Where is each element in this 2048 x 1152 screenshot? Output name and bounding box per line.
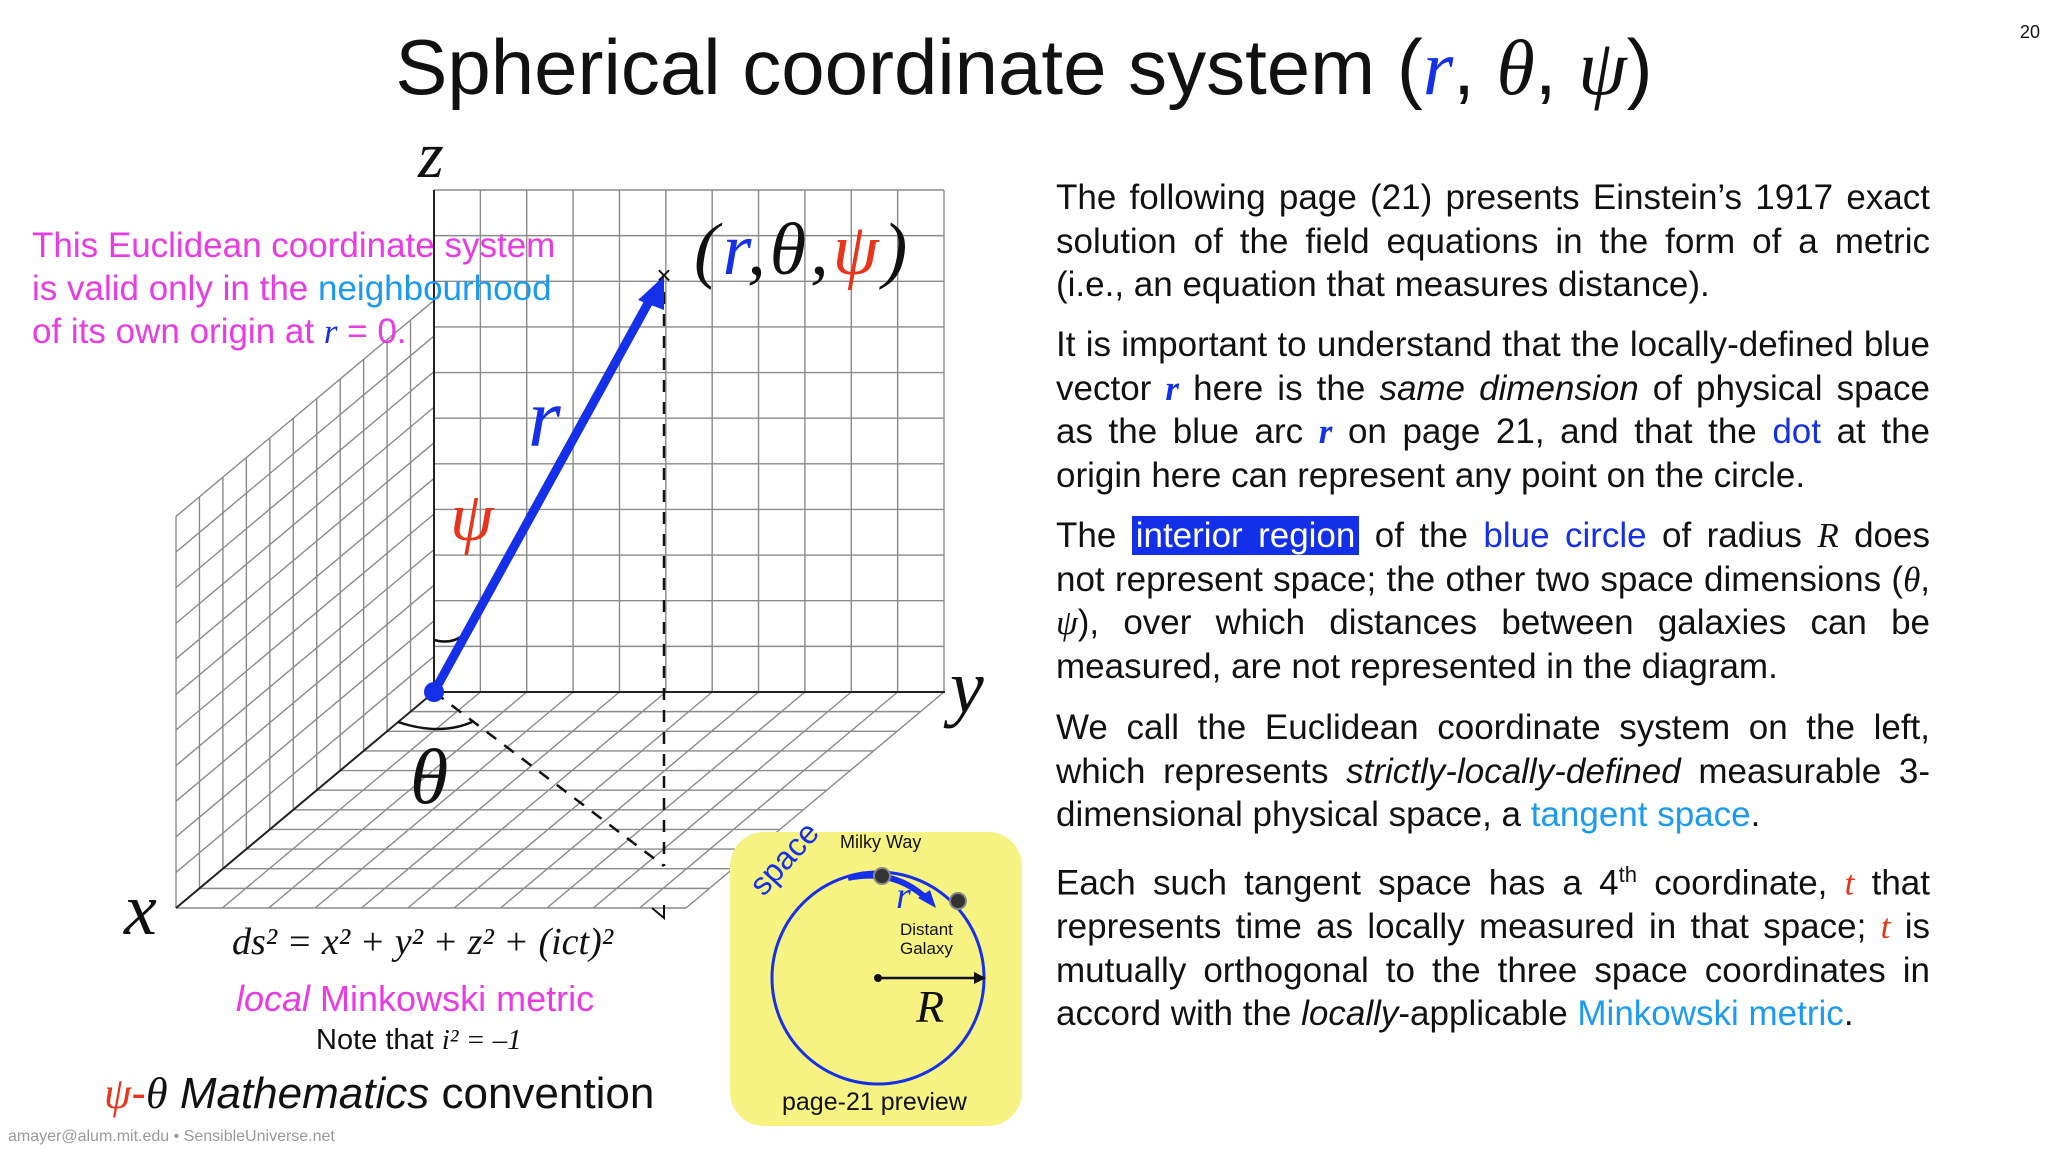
title-text: Spherical coordinate system ( — [395, 23, 1423, 111]
p3-text: The — [1056, 516, 1132, 555]
note-i-equation: i² = –1 — [441, 1024, 522, 1056]
origin-dot — [424, 682, 444, 702]
milky-way-label: Milky Way — [840, 832, 922, 852]
p4-text: measurable 3-dimensional physical space, a — [1056, 751, 1930, 834]
p2-text: at the origin here can represent any point on the circle. — [1056, 412, 1930, 495]
local-word: local — [236, 978, 311, 1019]
x-axis — [176, 692, 434, 908]
title-sep: , — [1453, 23, 1497, 111]
grid-line — [176, 621, 434, 837]
p5-t: t — [1844, 863, 1855, 903]
p5-text: is mutually orthogonal to the three space coordinates in accord with the — [1056, 907, 1930, 1034]
distant-galaxy-label — [900, 920, 953, 958]
paragraph-1: The following page (21) presents Einstein’s 1917 exact solution of the field equations in the form of a metric (i.e., an equation that measures distance). — [1056, 178, 1930, 304]
title-close: ) — [1626, 23, 1653, 111]
p3-text: does not represent space; the other two space dimensions ( — [1056, 516, 1930, 599]
page-number: 20 — [2019, 22, 2040, 42]
p3-theta: θ — [1903, 559, 1921, 599]
p5-t: t — [1880, 907, 1891, 947]
paragraph-2 — [1056, 323, 1930, 497]
axis-y-label: y — [950, 645, 984, 729]
coordinate-tuple — [694, 208, 911, 293]
space-label: space — [742, 814, 826, 903]
blue-circle-text: blue circle — [1483, 516, 1647, 555]
preview-caption: page-21 preview — [782, 1088, 967, 1116]
axis-x-label: x — [124, 869, 157, 951]
euclidean-note — [32, 224, 592, 353]
psi-label: ψ — [450, 479, 494, 556]
theta-label: θ — [410, 733, 449, 820]
p2-r-vector: r — [1165, 368, 1180, 408]
note-text: = 0. — [337, 312, 407, 351]
radius-R-label: R — [916, 981, 945, 1032]
tuple-psi: ψ — [832, 209, 883, 291]
convention-math: Mathematics — [167, 1069, 430, 1118]
convention-psi: ψ — [104, 1069, 132, 1118]
tuple-comma: , — [747, 209, 770, 291]
galaxy-line: Galaxy — [900, 939, 953, 958]
grid-line — [501, 692, 759, 908]
tuple-comma: , — [810, 209, 833, 291]
note-i-text: Note that — [316, 1024, 442, 1056]
grid-line — [176, 550, 434, 766]
title-psi: ψ — [1578, 24, 1627, 111]
p2-text: here is the — [1179, 368, 1380, 408]
minkowski-word: Minkowski metric — [310, 978, 595, 1019]
p3-text: of radius — [1646, 516, 1818, 555]
p2-text: of physical space as the blue arc — [1056, 368, 1930, 451]
paragraph-3 — [1056, 514, 1930, 688]
tuple-open: ( — [694, 209, 723, 291]
convention-word: convention — [429, 1069, 655, 1118]
grid-line — [176, 514, 434, 730]
p2-r-arc: r — [1318, 412, 1333, 451]
footer-credit: amayer@alum.mit.edu • SensibleUniverse.net — [8, 1128, 335, 1145]
tangent-space-link[interactable]: tangent space — [1530, 795, 1751, 834]
paragraph-5 — [1056, 853, 1930, 1036]
p3-psi: ψ — [1056, 603, 1078, 642]
projection-tick — [652, 905, 664, 918]
p2-dot: dot — [1772, 412, 1821, 451]
title-theta: θ — [1496, 24, 1535, 111]
p5-text: coordinate, — [1637, 863, 1845, 903]
minkowski-caption — [236, 978, 594, 1020]
distant-galaxy-icon — [950, 893, 966, 909]
endpoint-mark: × — [656, 260, 672, 290]
grid-line — [176, 585, 434, 801]
title-r: r — [1422, 24, 1454, 111]
p5-text: -applicable — [1398, 994, 1578, 1034]
note-line-2 — [32, 267, 592, 310]
grid-line — [176, 407, 434, 623]
p2-text: It is important to understand that the locally-defined blue vector — [1056, 325, 1930, 408]
interior-region-highlight: interior region — [1132, 516, 1360, 555]
p5-emphasis: locally — [1301, 994, 1399, 1034]
note-line-3 — [32, 310, 592, 353]
distant-line: Distant — [900, 920, 953, 939]
paragraph-4 — [1056, 706, 1930, 837]
minkowski-equation: ds² = x² + y² + z² + (ict)² — [232, 921, 614, 963]
convention-dash: - — [131, 1069, 146, 1118]
p3-text: of the — [1359, 516, 1484, 555]
p5-superscript: th — [1618, 862, 1637, 887]
p3-R: R — [1817, 516, 1839, 555]
note-text: of its own origin at — [32, 312, 324, 351]
p5-text: that represents time as locally measured in that space; — [1056, 863, 1930, 947]
milky-way-icon — [874, 868, 890, 884]
grid-line — [176, 336, 434, 552]
theta-arc — [398, 722, 472, 729]
tuple-theta: θ — [769, 209, 811, 291]
note-text: is valid only in the — [32, 269, 318, 308]
p2-text: on page 21, and that the — [1332, 412, 1773, 451]
p4-text: . — [1750, 795, 1761, 834]
grid-line — [269, 692, 527, 908]
note-r: r — [323, 312, 338, 351]
title-sep: , — [1534, 23, 1579, 111]
p2-emphasis: same dimension — [1379, 368, 1639, 408]
note-line-1: This Euclidean coordinate system — [32, 226, 556, 265]
p4-text: We call the Euclidean coordinate system on the left, which represents — [1056, 708, 1930, 791]
imaginary-note — [316, 1024, 522, 1057]
r-label: r — [528, 372, 561, 465]
preview-r-label: r — [896, 875, 911, 917]
p3-text: ), over which distances between galaxies can be measured, are not represented in the diagram. — [1056, 603, 1930, 686]
grid-line — [454, 692, 712, 908]
tuple-r: r — [722, 209, 748, 291]
grid-line — [176, 443, 434, 659]
convention-theta: θ — [145, 1069, 168, 1118]
page-21-preview[interactable] — [730, 814, 1022, 1126]
grid-line — [176, 372, 434, 588]
minkowski-metric-link[interactable]: Minkowski metric — [1577, 994, 1844, 1034]
convention-caption — [104, 1068, 654, 1119]
grid-line — [361, 692, 619, 908]
grid-line — [176, 478, 434, 694]
tuple-close: ) — [882, 209, 912, 291]
p5-text: . — [1843, 994, 1854, 1034]
p4-emphasis: strictly-locally-defined — [1346, 751, 1681, 791]
axis-z-label: z — [418, 119, 444, 192]
neighbourhood-link: neighbourhood — [317, 269, 552, 308]
p5-text: Each such tangent space has a 4 — [1056, 863, 1619, 903]
p3-text: , — [1920, 559, 1930, 599]
